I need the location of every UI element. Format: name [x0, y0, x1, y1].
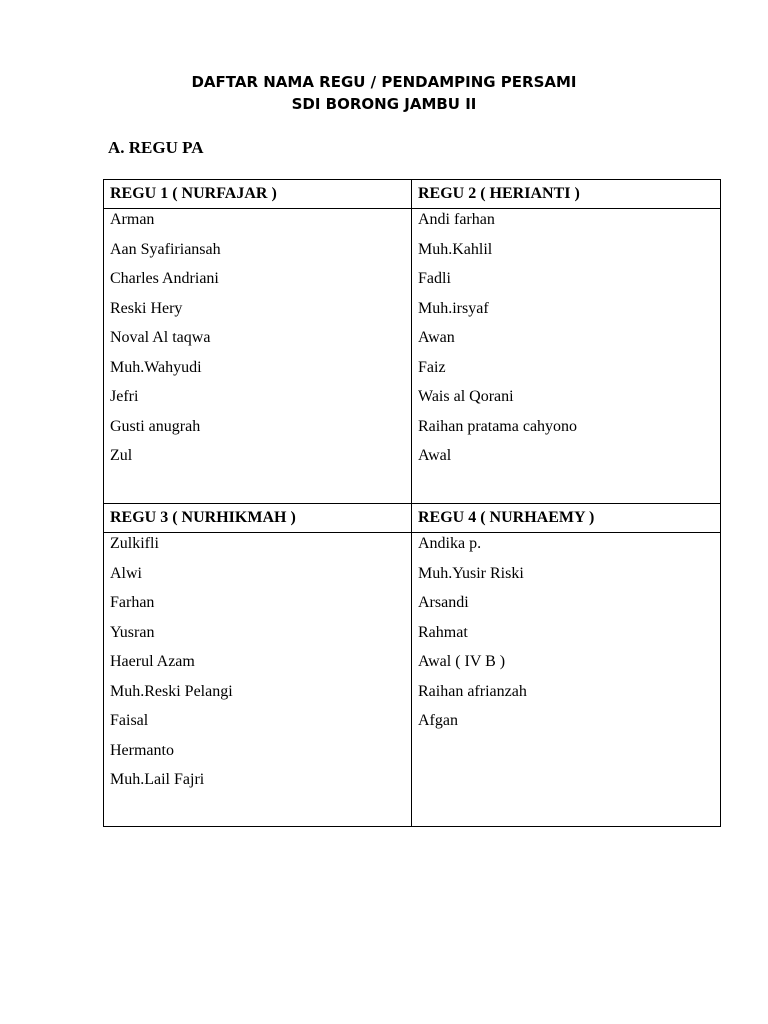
list-item: Yusran — [110, 623, 155, 641]
list-item: Awal — [418, 447, 452, 464]
list-item: Haerul Azam — [110, 653, 195, 670]
list-item: Raihan afrianzah — [418, 682, 527, 700]
list-item: Muh.Wahyudi — [110, 358, 202, 376]
regu-4-members — [412, 533, 721, 827]
school-name: SDI BORONG JAMBU II — [291, 95, 477, 113]
list-item: Faisal — [110, 712, 149, 729]
list-item: Aan Syafiriansah — [110, 240, 221, 258]
list-item: Farhan — [110, 594, 155, 611]
list-item: Arsandi — [418, 594, 469, 611]
list-item: Charles Andriani — [110, 270, 219, 287]
table-members-row — [104, 209, 721, 504]
table-header-row — [104, 180, 721, 209]
regu-1-members — [104, 209, 412, 504]
list-item: Reski Hery — [110, 299, 183, 317]
list-item: Muh.Reski Pelangi — [110, 682, 233, 700]
list-item: Andi farhan — [418, 211, 495, 228]
list-item: Jefri — [110, 388, 139, 405]
list-item: Zul — [110, 447, 133, 464]
list-item: Awan — [418, 329, 455, 346]
list-item: Muh.irsyaf — [418, 299, 489, 317]
list-item: Rahmat — [418, 623, 468, 641]
document-title: DAFTAR NAMA REGU / PENDAMPING PERSAMI — [191, 73, 577, 91]
list-item: Afgan — [418, 712, 458, 729]
regu-3-members — [104, 533, 412, 827]
list-item: Hermanto — [110, 741, 174, 759]
list-item: Alwi — [110, 564, 142, 582]
list-item: Fadli — [418, 270, 451, 287]
regu-3-header: REGU 3 ( NURHIKMAH ) — [104, 504, 412, 533]
list-item: Muh.Kahlil — [418, 240, 493, 258]
table-header-row — [104, 504, 721, 533]
table-members-row — [104, 533, 721, 827]
regu-1-header: REGU 1 ( NURFAJAR ) — [104, 180, 412, 209]
list-item: Arman — [110, 211, 155, 228]
list-item: Noval Al taqwa — [110, 329, 211, 346]
list-item: Raihan pratama cahyono — [418, 417, 578, 435]
list-item: Awal ( IV B ) — [418, 653, 506, 670]
list-item: Andika p. — [418, 535, 482, 552]
regu-4-header: REGU 4 ( NURHAEMY ) — [412, 504, 721, 533]
list-item: Zulkifli — [110, 535, 159, 552]
regu-table — [103, 179, 721, 827]
list-item: Gusti anugrah — [110, 417, 201, 435]
list-item: Muh.Yusir Riski — [418, 564, 524, 582]
list-item: Wais al Qorani — [418, 388, 514, 405]
list-item: Muh.Lail Fajri — [110, 771, 205, 788]
section-heading: A. REGU PA — [108, 138, 204, 157]
regu-2-members — [412, 209, 721, 504]
regu-2-header: REGU 2 ( HERIANTI ) — [412, 180, 721, 209]
list-item: Faiz — [418, 358, 446, 376]
